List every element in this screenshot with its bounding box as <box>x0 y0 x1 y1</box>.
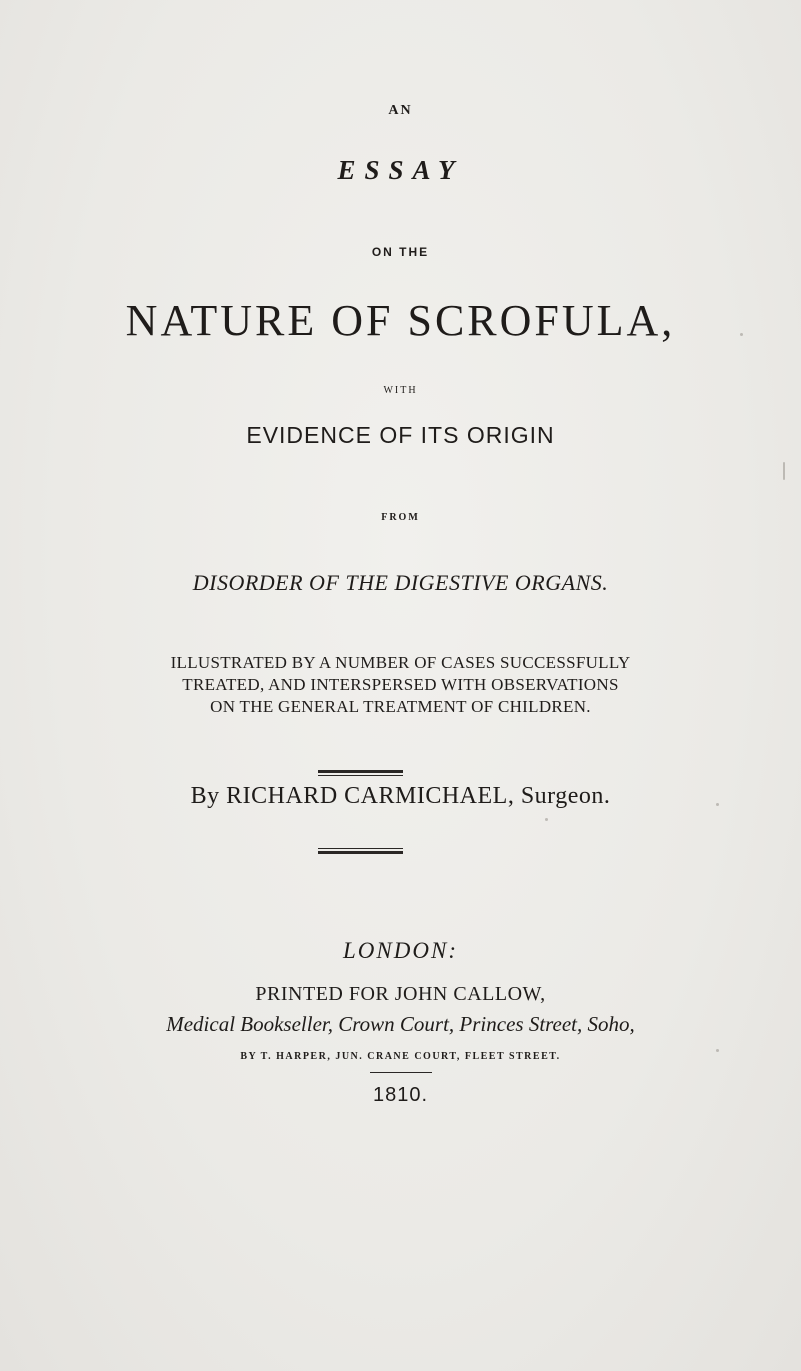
illustrated-line-2: TREATED, AND INTERSPERSED WITH OBSERVATIONS <box>182 675 619 694</box>
disorder-subtitle: DISORDER OF THE DIGESTIVE ORGANS. <box>192 570 609 595</box>
essay-heading: ESSAY <box>337 155 464 185</box>
paper-speck <box>716 803 719 806</box>
paper-speck <box>716 1049 719 1052</box>
illustrated-line-1: ILLUSTRATED BY A NUMBER OF CASES SUCCESSFULLY <box>170 653 631 672</box>
from-text: FROM <box>381 512 420 523</box>
lower-double-rule <box>318 848 403 854</box>
imprint-rule <box>370 1072 432 1073</box>
illustrated-line-3: ON THE GENERAL TREATMENT OF CHILDREN. <box>210 697 591 716</box>
paper-speck <box>545 818 548 821</box>
on-the-text: ON THE <box>371 245 430 259</box>
with-text: WITH <box>383 385 418 396</box>
paper-speck <box>783 462 785 480</box>
imprint-year: 1810. <box>372 1084 429 1106</box>
imprint-printed-for: PRINTED FOR JOHN CALLOW, <box>255 983 546 1005</box>
article-text: AN <box>388 103 413 118</box>
author-line <box>0 783 801 810</box>
imprint-city: LONDON: <box>343 938 458 963</box>
imprint-printer: BY T. HARPER, JUN. CRANE COURT, FLEET STREET. <box>240 1051 561 1062</box>
main-title: NATURE OF SCROFULA, <box>125 296 676 345</box>
imprint-bookseller: Medical Bookseller, Crown Court, Princes Street, Soho, <box>166 1012 635 1036</box>
author-text: By RICHARD CARMICHAEL, Surgeon. <box>190 783 611 809</box>
upper-double-rule <box>318 770 403 776</box>
paper-speck <box>740 333 743 336</box>
evidence-subtitle: EVIDENCE OF ITS ORIGIN <box>246 422 555 448</box>
